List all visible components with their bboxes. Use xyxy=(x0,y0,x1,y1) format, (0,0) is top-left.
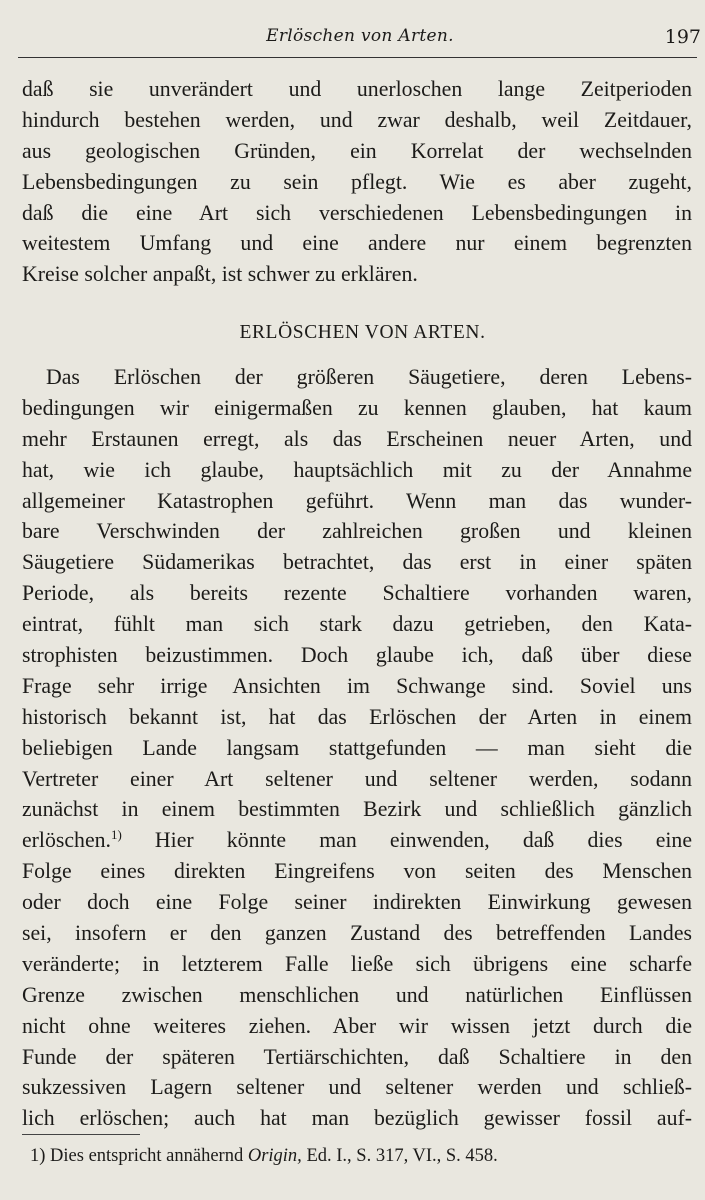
footnote-text: Dies entspricht annähernd xyxy=(45,1146,248,1166)
text-line: hindurch bestehen werden, und zwar deshalb, weil Zeitdauer, xyxy=(22,107,692,132)
text-line: historisch bekannt ist, hat das Erlöschen der Arten in einem xyxy=(22,704,692,729)
text-line: bare Verschwinden der zahlreichen großen und kleinen xyxy=(22,519,692,544)
text-line: hat, wie ich glaube, hauptsächlich mit zu der Annahme xyxy=(22,457,692,482)
footnote-text-end: Ed. I., S. 317, VI., S. 458. xyxy=(301,1146,498,1166)
text-line: zunächst in einem bestimmten Bezirk und schließlich gänzlich xyxy=(22,797,692,822)
text-line: allgemeiner Katastrophen geführt. Wenn man das wunder- xyxy=(22,488,692,513)
text-line: Vertreter einer Art seltener und seltener werden, sodann xyxy=(22,766,692,791)
footnote xyxy=(30,1146,498,1167)
text-line: Folge eines direkten Eingreifens von seiten des Menschen xyxy=(22,859,692,884)
text-line: beliebigen Lande langsam stattgefunden — man sieht die xyxy=(22,735,692,760)
footnote-rule xyxy=(22,1134,140,1135)
running-title: Erlöschen von Arten. xyxy=(266,26,454,46)
footnote-marker: 1) xyxy=(30,1146,46,1166)
text-line: strophisten beizustimmen. Doch glaube ich, daß über diese xyxy=(22,643,692,668)
text-line: Periode, als bereits rezente Schaltiere vorhanden waren, xyxy=(22,581,692,606)
note-line-end: Hier könnte man einwenden, daß dies eine xyxy=(121,828,692,853)
text-line: Grenze zwischen menschlichen und natürlichen Einflüssen xyxy=(22,982,692,1007)
text-line: bedingungen wir einigermaßen zu kennen glauben, hat kaum xyxy=(22,395,692,420)
text-line: Frage sehr irrige Ansichten im Schwange sind. Soviel uns xyxy=(22,673,692,698)
text-line: aus geologischen Gründen, ein Korrelat der wechselnden xyxy=(22,138,692,163)
text-line: veränderte; in letzterem Falle ließe sich übrigens eine scharfe xyxy=(22,951,692,976)
text-line: mehr Erstaunen erregt, als das Erscheinen neuer Arten, und xyxy=(22,426,692,451)
text-line: Säugetiere Südamerikas betrachtet, das erst in einer späten xyxy=(22,550,692,575)
text-line: daß sie unverändert und unerloschen lange Zeitperioden xyxy=(22,77,692,101)
text-line: daß die eine Art sich verschiedenen Lebensbedingungen in xyxy=(22,200,692,225)
text-line: eintrat, fühlt man sich stark dazu getrieben, den Kata- xyxy=(22,612,692,637)
text-line: Lebensbedingungen zu sein pflegt. Wie es aber zugeht, xyxy=(22,169,692,194)
text-line: oder doch eine Folge seiner indirekten Einwirkung gewesen xyxy=(22,890,692,915)
text-line: weitestem Umfang und eine andere nur einem begrenzten xyxy=(22,231,692,256)
text-line-with-note xyxy=(22,825,692,856)
header-rule xyxy=(18,57,697,58)
text-line: Das Erlöschen der größeren Säugetiere, deren Lebens- xyxy=(46,365,692,389)
page-number: 197 xyxy=(664,26,701,48)
note-line-start: erlöschen. xyxy=(22,828,111,853)
page-header xyxy=(0,22,705,56)
text-line: lich erlöschen; auch hat man bezüglich gewisser fossil auf- xyxy=(22,1106,692,1131)
main-paragraph xyxy=(22,362,692,1134)
text-line: sukzessiven Lagern seltener und seltener werden und schließ- xyxy=(22,1075,692,1100)
text-line: sei, insofern er den ganzen Zustand des betreffenden Landes xyxy=(22,921,692,946)
footnote-reference[interactable]: 1) xyxy=(110,827,122,843)
text-line: Kreise solcher anpaßt, ist schwer zu erklären. xyxy=(22,262,418,287)
text-line: Funde der späteren Tertiärschichten, daß Schaltiere in den xyxy=(22,1044,692,1069)
section-heading: ERLÖSCHEN VON ARTEN. xyxy=(239,322,486,343)
footnote-italic-title: Origin, xyxy=(247,1146,302,1166)
top-paragraph xyxy=(22,74,692,290)
text-line: nicht ohne weiteres ziehen. Aber wir wissen jetzt durch die xyxy=(22,1013,692,1038)
